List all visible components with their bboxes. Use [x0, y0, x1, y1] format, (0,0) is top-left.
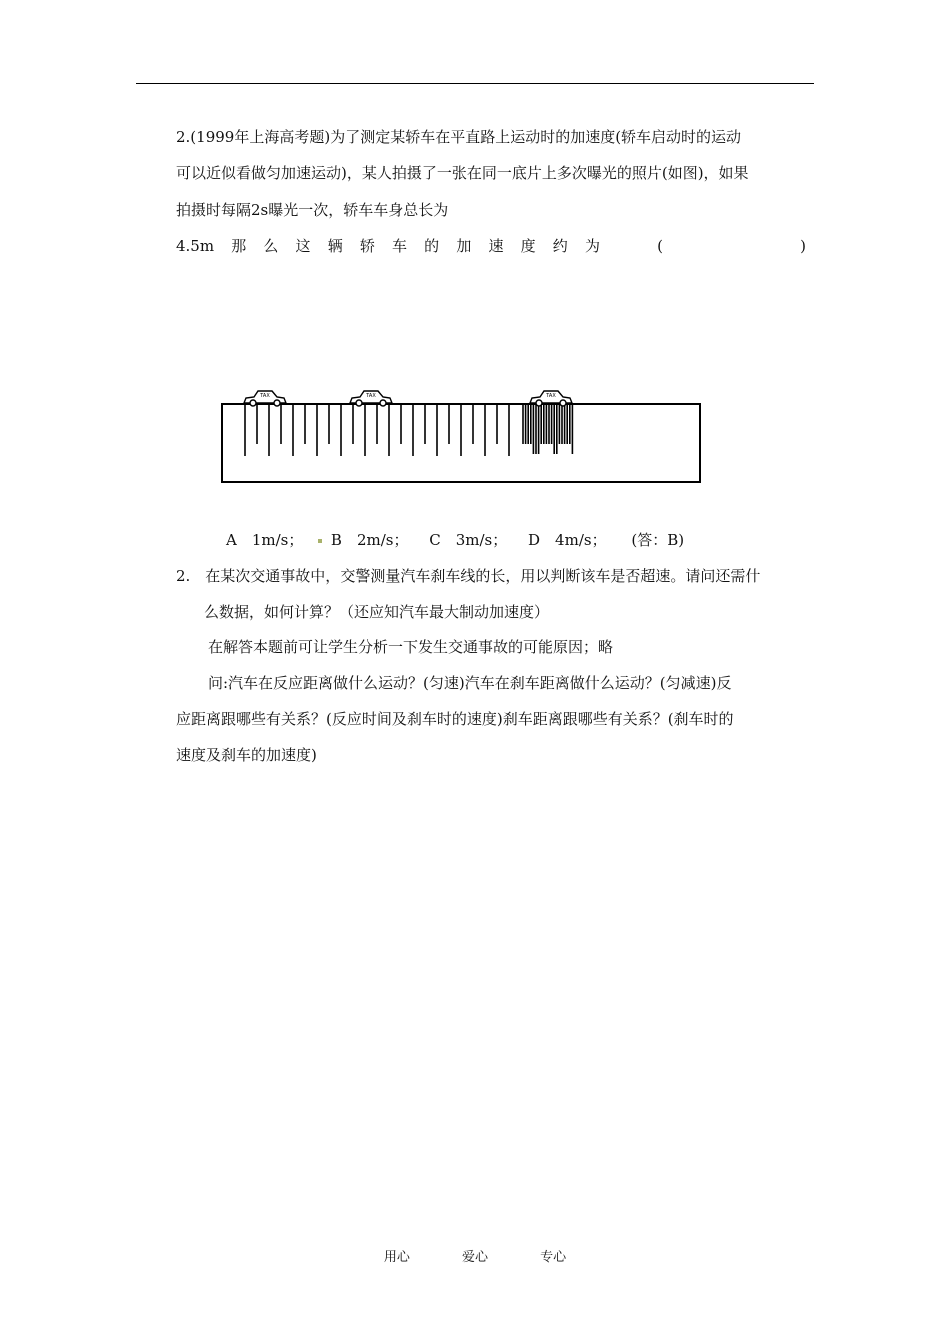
option-a: A 1m/s； [226, 531, 304, 549]
line4-part: 辆 [327, 237, 343, 255]
problem2-line6: 速度及刹车的加速度) [176, 746, 317, 764]
option-b: B 2m/s； [330, 531, 409, 549]
line4-part: 加 [456, 237, 472, 255]
dot-mark [318, 539, 322, 543]
footer-item: 专心 [540, 1250, 567, 1265]
problem1-line3: 拍摄时每隔2s曝光一次，轿车车身总长为 [176, 201, 449, 219]
line4-part: 的 [424, 237, 440, 255]
footer-item: 用心 [383, 1250, 410, 1265]
line4-part: 速 [488, 237, 504, 255]
car-exposure-figure [215, 380, 710, 490]
car-label: TAX [260, 393, 270, 399]
car-label: TAX [366, 393, 376, 399]
problem2-line3: 在解答本题前可让学生分析一下发生交通事故的可能原因；略 [208, 638, 614, 656]
line4-part: 轿 [359, 237, 375, 255]
line4-part: 度 [520, 237, 536, 255]
problem2-line4: 问:汽车在反应距离做什么运动？(匀速)汽车在刹车距离做什么运动？(匀减速)反 [208, 674, 732, 692]
line4-part: 约 [552, 237, 568, 255]
footer-item: 爱心 [461, 1250, 488, 1265]
line4-part: 车 [392, 237, 408, 255]
option-c: C 3m/s； [429, 531, 508, 549]
line4-part: 4.5m [176, 237, 215, 255]
line4-part: 这 [295, 237, 311, 255]
page-footer [0, 1249, 950, 1267]
problem2-line5: 应距离跟哪些有关系？(反应时间及刹车时的速度)刹车距离跟哪些有关系？(刹车时的 [176, 710, 734, 728]
car-label: TAX [546, 393, 556, 399]
line4-part: 么 [263, 237, 279, 255]
line4-part: ) [800, 237, 806, 255]
problem1-line2: 可以近似看做匀加速运动)，某人拍摄了一张在同一底片上多次曝光的照片(如图)，如果 [176, 164, 749, 182]
answer-options [226, 530, 684, 550]
answer-note: (答：B) [631, 531, 685, 549]
line4-part: 为 [584, 237, 600, 255]
line4-part: 那 [231, 237, 247, 255]
problem1-line1: 2.(1999年上海高考题)为了测定某轿车在平直路上运动时的加速度(轿车启动时的运动 [176, 128, 742, 146]
ruler-diagram [215, 380, 710, 490]
problem2-line1: 2. 在某次交通事故中，交警测量汽车刹车线的长，用以判断该车是否超速。请问还需什 [176, 567, 761, 585]
option-d: D 4m/s； [528, 531, 607, 549]
header-rule [136, 83, 814, 84]
problem2-line2: 么数据，如何计算？（还应知汽车最大制动加速度） [204, 603, 550, 621]
line4-part: ( [657, 237, 663, 255]
problem1-line4 [176, 236, 806, 256]
